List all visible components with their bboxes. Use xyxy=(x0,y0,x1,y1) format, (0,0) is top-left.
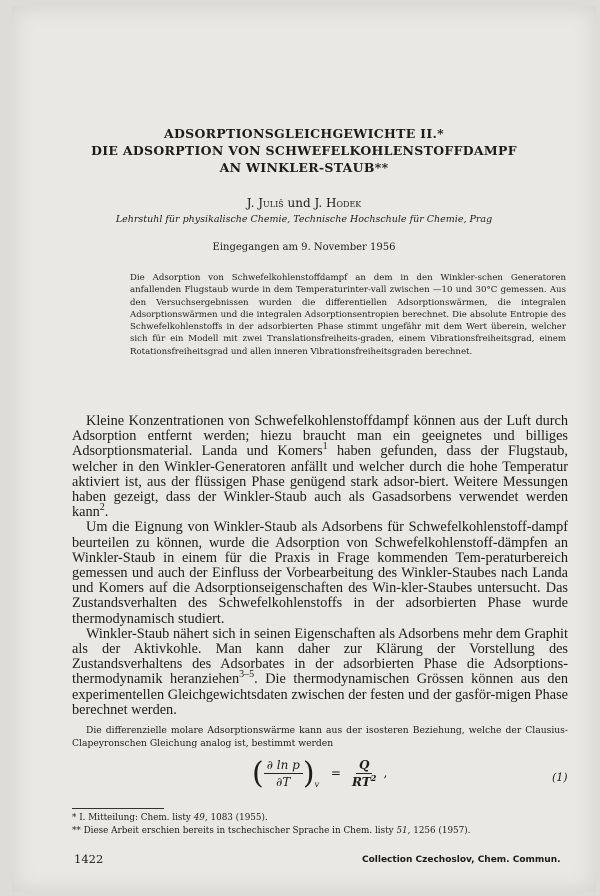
paragraph-3: Winkler-Staub nähert sich in seinen Eigenschaften als Adsorbens mehr dem Graphit als der Aktivkohle. Man kann daher zur Klärung der Vorstellung des Zustandsverhaltens des Adsorbates in der adsorbierten Phase die Adsorptions-thermodynamik heranziehen$^{3-5}$. Die thermodynamischen Grössen können aus den experimentellen Gleichgewichtsdaten zwischen der festen und der gasför-migen Phase berechnet werden. xyxy=(72,625,568,718)
body-text xyxy=(72,414,568,718)
equation-number: (1) xyxy=(552,771,568,784)
footnote-2: ** Diese Arbeit erschien bereits in tschechischer Sprache in Chem. listy 51, 1256 (1957). xyxy=(72,826,471,836)
small-paragraph: Die differenzielle molare Adsorptionswärme kann aus der isosteren Beziehung, welche der Clausius-Clapeyronschen Gleichung analog ist, bestimmt werden xyxy=(72,725,568,749)
equation-lhs-numerator: ∂ ln p xyxy=(264,758,303,774)
title-line-2: DIE ADSORPTION VON SCHWEFELKOHLENSTOFFDAMPF xyxy=(91,143,517,158)
paper-page xyxy=(12,6,596,892)
equation-lhs-fraction xyxy=(264,758,303,789)
footnote-1: * I. Mitteilung: Chem. listy 49, 1083 (1955). xyxy=(72,813,268,823)
journal-name: Collection Czechoslov, Chem. Commun. xyxy=(362,855,561,865)
author-conjunction: und xyxy=(283,196,315,210)
equation-rhs-numerator: Q xyxy=(356,758,372,774)
footnotes xyxy=(72,812,572,838)
paragraph-1: Kleine Konzentrationen von Schwefelkohlenstoffdampf können aus der Luft durch Adsorption entfernt werden; hiezu braucht man ein geeignetes und billiges Adsorptionsmaterial. Landa und Komers$^1$ haben gefunden, dass der Flugstaub, welcher in den Winkler-Generatoren anfällt und welcher durch die hohe Temperatur aktiviert ist, aus der flüssigen Phase genügend stark adsor-biert. Weitere Messungen haben gezeigt, dass der Winkler-Staub auch als Gasadsorbens verwendet werden kann$^2$. xyxy=(72,413,568,521)
received-date: Eingegangen am 9. November 1956 xyxy=(212,242,396,253)
equation-open-paren: ( xyxy=(252,756,264,791)
reference-2: 2 xyxy=(99,502,105,514)
page-number: 1422 xyxy=(74,852,104,866)
equation-rhs-denominator: $RT^2$ xyxy=(351,773,377,789)
equation-trailing-comma: , xyxy=(383,766,388,780)
author-2-surname: Hodek xyxy=(326,196,362,210)
author-2-initial: J. xyxy=(314,196,327,210)
authors xyxy=(12,196,596,210)
equation-rhs-fraction xyxy=(349,758,380,789)
author-1-initial: J. xyxy=(246,196,259,210)
equation-equals: = xyxy=(330,766,341,780)
abstract: Die Adsorption von Schwefelkohlenstoffdampf an dem in den Winkler-schen Generatoren anfallenden Flugstaub wurde in dem Temperaturinter-vall zwischen —10 und 30°C gemessen. Aus den Versuchsergebnissen wurden die differentiellen Adsorptionswärmen, die integralen Adsorptionswärmen und die integralen Adsorptionsentropien berechnet. Die absolute Entropie des Schwefelkohlenstoffs in der adsorbierten Phase stimmt ungefähr mit dem Wert überein, welcher sich für ein Modell mit zwei Translationsfreiheits-graden, einem Vibrationsfreiheitsgrad, einem Rotationsfreiheitsgrad und allen inneren Vibrationsfreiheitsgraden berechnet. xyxy=(130,273,566,357)
paragraph-2: Um die Eignung von Winkler-Staub als Adsorbens für Schwefelkohlenstoff-dampf beurteilen zu können, wurde die Adsorption von Schwefelkohlenstoff-dämpfen an Winkler-Staub in einem für die Praxis in Frage kommenden Tem-peraturbereich gemessen und auch der Einfluss der Vorbearbeitung des Winkler-Staubes nach Landa und Komers auf die Adsorptionseigenschaften des Win-kler-Staubes untersucht. Das Zustandsverhalten des Schwefelkohlenstoffs in der adsorbierten Phase wurde thermodynamisch studiert. xyxy=(72,519,568,627)
equation-1 xyxy=(252,756,387,802)
equation-subscript: v xyxy=(314,780,320,789)
reference-1: 1 xyxy=(322,441,328,453)
title-line-3: AN WINKLER-STAUB** xyxy=(219,160,389,175)
equation-close-paren: ) xyxy=(302,756,315,791)
footnote-rule xyxy=(72,808,164,809)
title-line-1: ADSORPTIONSGLEICHGEWICHTE II.* xyxy=(164,126,444,141)
author-1-surname: Juliš xyxy=(258,196,284,210)
reference-3-5: 3–5 xyxy=(239,669,255,681)
affiliation: Lehrstuhl für physikalische Chemie, Technische Hochschule für Chemie, Prag xyxy=(115,214,493,225)
equation-lhs-denominator: ∂T xyxy=(276,775,291,789)
